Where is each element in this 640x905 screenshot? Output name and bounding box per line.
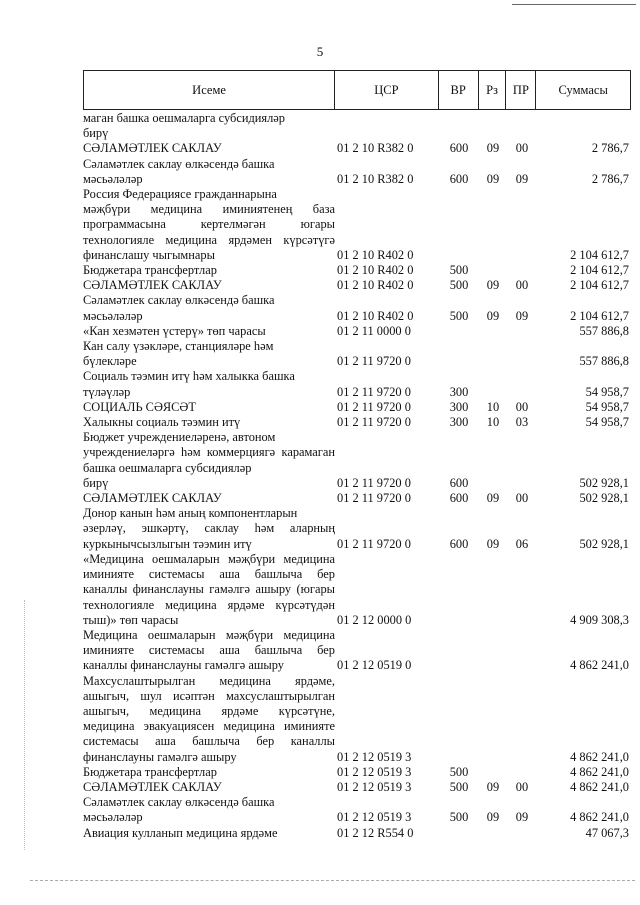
- cell-sum: 4 862 241,0: [570, 764, 629, 779]
- cell-name: Бюджетара трансфертлар: [83, 263, 217, 278]
- cell-pr: 00: [515, 399, 529, 414]
- cell-rz: 09: [486, 810, 500, 825]
- cell-vr: 600: [449, 475, 469, 490]
- table-row: [83, 552, 631, 628]
- column-header-vr: ВР: [439, 71, 479, 109]
- table-row: [83, 795, 631, 825]
- column-header-sum: Суммасы: [558, 82, 608, 97]
- table-row: [83, 506, 631, 552]
- cell-sum: 4 909 308,3: [570, 612, 629, 627]
- cell-sum: 2 786,7: [591, 171, 629, 186]
- cell-pr: 00: [515, 141, 529, 156]
- cell-name: Кан салу үзәкләре, станцияләре һәм бүлекләре: [83, 339, 274, 369]
- cell-sum: 4 862 241,0: [570, 749, 629, 764]
- table-row: [83, 780, 631, 795]
- table-body: [83, 111, 631, 841]
- cell-csr: 01 2 10 R382 0: [337, 171, 414, 186]
- cell-sum: 2 786,7: [591, 141, 629, 156]
- cell-sum: 2 104 612,7: [570, 308, 629, 323]
- cell-name: Медицина оешмаларын мәҗбүри медицина иминияте системасы аша башлыча бер каналлы финанслауны гамәлгә ашыру: [83, 627, 335, 673]
- table-row: [83, 826, 631, 841]
- cell-vr: 500: [449, 278, 469, 293]
- cell-csr: 01 2 10 R402 0: [337, 247, 414, 262]
- table-row: [83, 674, 631, 765]
- table-row: [83, 293, 631, 323]
- cell-name: маган башка оешмаларга субсидияләр бирү: [83, 111, 285, 141]
- cell-name: СӘЛАМӘТЛЕК САКЛАУ: [83, 278, 222, 293]
- cell-pr: 09: [515, 810, 529, 825]
- cell-csr: 01 2 12 0519 3: [337, 764, 412, 779]
- cell-vr: 300: [449, 399, 469, 414]
- cell-vr: 500: [449, 779, 469, 794]
- cell-vr: 600: [449, 171, 469, 186]
- cell-name: Донор канын һәм аның компонентларын әзерләү, эшкәртү, саклау һәм аларның куркынычсызлыгын тәэмин итү: [83, 506, 335, 551]
- table-row: [83, 415, 631, 430]
- cell-rz: 09: [486, 171, 500, 186]
- cell-csr: 01 2 11 0000 0: [337, 323, 411, 338]
- cell-name: Сәламәтлек саклау өлкәсендә башка мәсьәләләр: [83, 156, 275, 186]
- column-header-rz: Рз: [479, 71, 507, 109]
- cell-csr: 01 2 12 0519 0: [337, 658, 412, 673]
- cell-csr: 01 2 12 R554 0: [337, 825, 414, 840]
- cell-rz: 09: [486, 278, 500, 293]
- cell-rz: 09: [486, 141, 500, 156]
- cell-name: СӘЛАМӘТЛЕК САКЛАУ: [83, 141, 222, 156]
- cell-sum: 502 928,1: [579, 491, 629, 506]
- cell-name: Сәламәтлек саклау өлкәсендә башка мәсьәләләр: [83, 293, 275, 323]
- cell-vr: 300: [449, 384, 469, 399]
- cell-name: Бюджет учреждениеләренә, автоном учреждениеләргә һәм коммерциягә карамаган башка оешмаларга субсидияләр бирү: [83, 430, 335, 490]
- table-row: [83, 278, 631, 293]
- page-number: 5: [316, 44, 324, 59]
- table-row: [83, 187, 631, 263]
- cell-name: Социаль тәэмин итү һәм халыкка башка түләүләр: [83, 369, 295, 399]
- table-row: [83, 157, 631, 187]
- cell-pr: 00: [515, 491, 529, 506]
- cell-sum: 54 958,7: [585, 399, 629, 414]
- column-header-csr: ЦСР: [335, 71, 439, 109]
- table-row: [83, 324, 631, 339]
- cell-vr: 600: [449, 536, 469, 551]
- table-row: [83, 263, 631, 278]
- cell-csr: 01 2 11 9720 0: [337, 399, 411, 414]
- cell-csr: 01 2 11 9720 0: [337, 415, 411, 430]
- cell-name: СӘЛАМӘТЛЕК САКЛАУ: [83, 779, 222, 794]
- cell-sum: 54 958,7: [585, 415, 629, 430]
- cell-sum: 2 104 612,7: [570, 247, 629, 262]
- column-header-name: Исеме: [84, 71, 335, 109]
- cell-rz: 10: [486, 415, 500, 430]
- cell-vr: 600: [449, 491, 469, 506]
- bottom-rule: [30, 880, 635, 881]
- cell-vr: 600: [449, 141, 469, 156]
- cell-csr: 01 2 11 9720 0: [337, 475, 411, 490]
- cell-vr: 500: [449, 810, 469, 825]
- cell-sum: 4 862 241,0: [570, 810, 629, 825]
- cell-sum: 557 886,8: [579, 354, 629, 369]
- cell-csr: 01 2 10 R402 0: [337, 263, 414, 278]
- cell-sum: 502 928,1: [579, 536, 629, 551]
- table-row: [83, 400, 631, 415]
- cell-pr: 00: [515, 278, 529, 293]
- cell-vr: 500: [449, 263, 469, 278]
- cell-csr: 01 2 11 9720 0: [337, 384, 411, 399]
- cell-csr: 01 2 11 9720 0: [337, 536, 411, 551]
- cell-sum: 4 862 241,0: [570, 658, 629, 673]
- cell-name: Авиация кулланып медицина ярдәме: [83, 825, 278, 840]
- cell-sum: 502 928,1: [579, 475, 629, 490]
- table-row: [83, 111, 631, 141]
- top-rule: [512, 4, 636, 5]
- cell-csr: 01 2 11 9720 0: [337, 491, 411, 506]
- cell-name: Халыкны социаль тәэмин итү: [83, 415, 241, 430]
- cell-csr: 01 2 12 0519 3: [337, 810, 412, 825]
- cell-pr: 09: [515, 171, 529, 186]
- cell-sum: 2 104 612,7: [570, 278, 629, 293]
- cell-name: «Кан хезмәтен үстерү» төп чарасы: [83, 323, 266, 338]
- cell-name: Бюджетара трансфертлар: [83, 764, 217, 779]
- cell-name: Россия Федерациясе гражданнарына мәҗбүри медицина иминиятенең база программасына кертелмәгән югары технологияле медицина ярдәмен күрсәтүгә финанслашу чыгымнары: [83, 187, 335, 262]
- cell-csr: 01 2 12 0519 3: [337, 779, 412, 794]
- cell-csr: 01 2 12 0519 3: [337, 749, 412, 764]
- cell-rz: 10: [486, 399, 500, 414]
- column-header-pr: ПР: [506, 71, 536, 109]
- table-header: [83, 70, 631, 110]
- cell-pr: 03: [515, 415, 529, 430]
- cell-name: СОЦИАЛЬ СӘЯСӘТ: [83, 399, 196, 414]
- cell-sum: 2 104 612,7: [570, 263, 629, 278]
- cell-csr: 01 2 10 R402 0: [337, 308, 414, 323]
- cell-sum: 47 067,3: [585, 825, 629, 840]
- cell-vr: 500: [449, 764, 469, 779]
- cell-csr: 01 2 10 R382 0: [337, 141, 414, 156]
- table-row: [83, 491, 631, 506]
- cell-csr: 01 2 10 R402 0: [337, 278, 414, 293]
- cell-pr: 06: [515, 536, 529, 551]
- cell-name: «Медицина оешмаларын мәҗбүри медицина иминияте системасы аша башлыча бер каналлы финанслауны гамәлгә ашыру (югары технологияле медицина ярдәме күрсәтүдән тыш)» төп чарасы: [83, 551, 335, 627]
- table-row: [83, 141, 631, 156]
- cell-csr: 01 2 11 9720 0: [337, 354, 411, 369]
- table-row: [83, 628, 631, 674]
- table-row: [83, 765, 631, 780]
- table-row: [83, 339, 631, 369]
- cell-vr: 300: [449, 415, 469, 430]
- cell-rz: 09: [486, 779, 500, 794]
- cell-sum: 4 862 241,0: [570, 779, 629, 794]
- cell-sum: 54 958,7: [585, 384, 629, 399]
- cell-pr: 09: [515, 308, 529, 323]
- cell-pr: 00: [515, 779, 529, 794]
- table-row: [83, 430, 631, 491]
- cell-rz: 09: [486, 491, 500, 506]
- cell-vr: 500: [449, 308, 469, 323]
- cell-name: Махсуслаштырылган медицина ярдәме, ашыгыч, шул исәптән махсуслаштырылган ашыгыч, медицина ярдәме күрсәтүне, медицина эвакуациясен медицина иминияте системасы аша башлыча бер каналлы финанслауны гамәлгә ашыру: [83, 673, 335, 764]
- cell-rz: 09: [486, 536, 500, 551]
- cell-sum: 557 886,8: [579, 323, 629, 338]
- cell-rz: 09: [486, 308, 500, 323]
- cell-csr: 01 2 12 0000 0: [337, 612, 412, 627]
- cell-name: Сәламәтлек саклау өлкәсендә башка мәсьәләләр: [83, 795, 275, 825]
- table-row: [83, 369, 631, 399]
- margin-marks: [24, 600, 26, 850]
- cell-name: СӘЛАМӘТЛЕК САКЛАУ: [83, 491, 222, 506]
